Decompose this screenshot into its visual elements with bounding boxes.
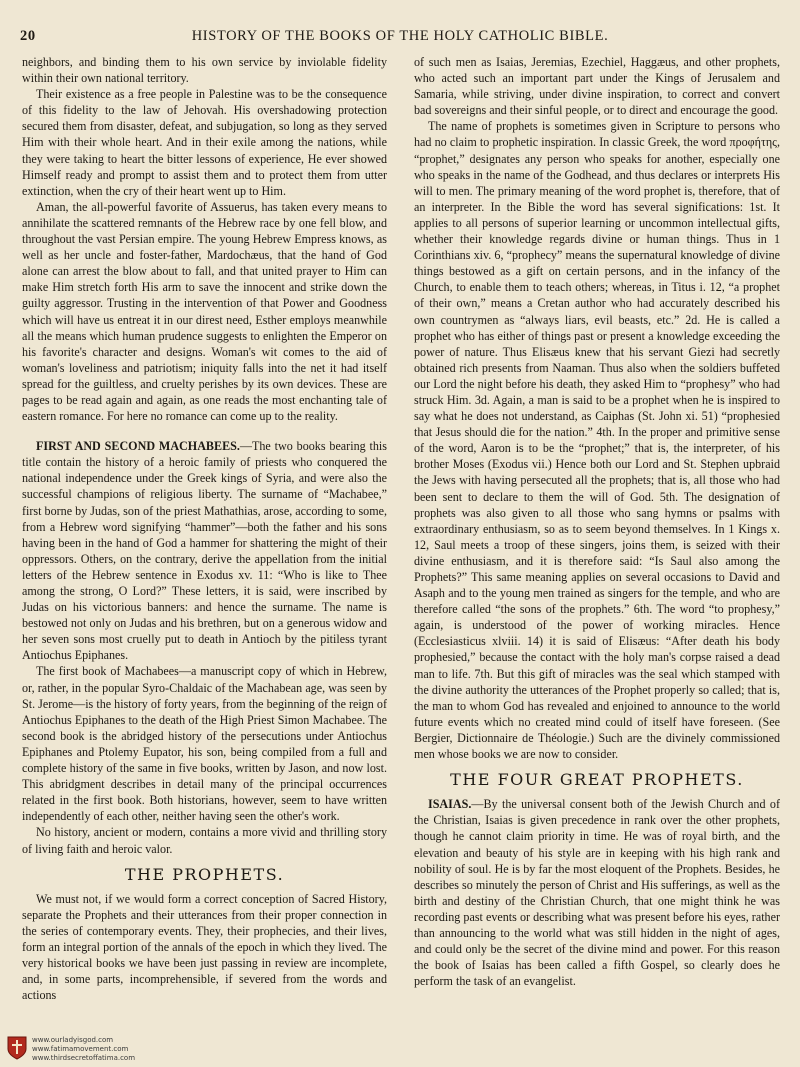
page-header — [20, 28, 780, 48]
page-number: 20 — [20, 28, 36, 44]
heading-the-prophets: THE PROPHETS. — [124, 864, 285, 884]
section-heading-isaias: ISAIAS. — [428, 797, 472, 812]
paragraph: Aman, the all-powerful favorite of Assuerus, has taken every means to annihilate the scattered remnants of the Hebrew race by one fell blow, and throughout the vast Persian empire. The young Hebrew Empress knows, as well as her uncle and foster-father, Mardochæus, that the hand of God alone can arrest the blow about to fall, and that united prayer to Him can make Him stretch forth His arm to save the innocent and strike down the guilty aggressor. Trusting in the intervention of that Power and Goodness which will have us entreat it in our direst need, Esther employs meanwhile all the means which human prudence suggests to enlighten the Emperor on his favorite's character and designs. Woman's wit comes to the aid of woman's loveliness and patriotism; iniquity falls into the net it had itself spread for the guiltless, and cruelty perishes by its own devices. These are pages to be read again and again, as one reads the most enchanting tale of eastern romance. For here no romance can come up to the reality. — [22, 199, 387, 424]
heading-four-great-prophets: THE FOUR GREAT PROPHETS. — [450, 770, 744, 790]
footer-websites — [32, 1036, 135, 1063]
paragraph: No history, ancient or modern, contains a more vivid and thrilling story of living faith and heroic valor. — [22, 825, 387, 856]
paragraph: We must not, if we would form a correct conception of Sacred History, separate the Prophets and their utterances from their proper connection in the series of contemporary events. They, their prophecies, and their lives, form an integral portion of the annals of the epoch in which they lived. The very historical books we have been just passing in review are incomplete, and, in some parts, incomprehensible, if severed from the words and actions — [22, 891, 387, 1003]
paragraph-machabees — [22, 438, 387, 663]
running-title: HISTORY OF THE BOOKS OF THE HOLY CATHOLIC BIBLE. — [191, 28, 609, 44]
left-column — [22, 54, 387, 1014]
footer-link[interactable]: www.thirdsecretoffatima.com — [32, 1054, 136, 1062]
paragraph-text: —By the universal consent both of the Jewish Church and of the Christian, Isaias is given precedence in rank over the other prophets, though he cannot claim priority in time. He was of royal birth, and the elevation and beauty of his style are in keeping with his high rank and nobility of soul. He is by far the most eloquent of the Prophets. Besides, he describes so minutely the person of Christ and His sufferings, as well as the birth and destiny of the Christian Church, that one might think he was recording past events or describing what was present before his eyes, rather than announcing to the world what was still hidden in the night of ages, and could only be the secret of the divine mind and power. For this reason the book of Isaias has been called a fifth Gospel, so clearly does he perform the task of an evangelist. — [414, 797, 780, 989]
right-column — [414, 54, 780, 1014]
section-heading-machabees: FIRST AND SECOND MACHABEES. — [36, 439, 240, 454]
paragraph: of such men as Isaias, Jeremias, Ezechiel, Haggæus, and other prophets, who acted such an important part under the Kings of Jerusalem and Samaria, while striving, under divine inspiration, to correct and convert bad sovereigns and their sinful people, or to direct and encourage the good. — [414, 55, 780, 118]
paragraph: Their existence as a free people in Palestine was to be the consequence of this fidelity to the law of Jehovah. His overshadowing protection secured them from disaster, defeat, and subjugation, so long as they served Him with their whole heart. And in their exile among the nations, while they were taking to heart the bitter lessons of experience, He ever showed Himself ready and prompt to assist them and to protect them from utter extinction, when the cry of their heart went up to Him. — [22, 87, 387, 198]
paragraph-text: —The two books bearing this title contain the history of a heroic family of priests who conquered the national independence under the Greek kings of Syria, and were also the successful champions of religious liberty. The surname of “Machabee,” first borne by Judas, son of the priest Mathathias, arose, according to some, from a Hebrew word signifying “hammer”—both the father and his sons having been in the hand of God a hammer for shattering the might of their oppressors. Others, on the contrary, derive the appellation from the initial letters of the Hebrew sentence in Exodus xv. 11: “Who is like to Thee among the strong, O Lord?” These letters, it is said, were inscribed by Judas on his victorious banners: and hence the surname. The name is bestowed not only on Judas and his brethren, but on a generous widow and her seven sons most cruelly put to death in Antioch by the pitiless tyrant Antiochus Epiphanes. — [22, 439, 387, 663]
crest-icon — [6, 1035, 28, 1061]
paragraph: neighbors, and binding them to his own service by inviolable fidelity within their own national territory. — [22, 55, 387, 86]
paragraph: The name of prophets is sometimes given in Scripture to persons who had no claim to prophetic inspiration. In classic Greek, the word προφήτης, “prophet,” designates any person who speaks for another, especially one who speaks in the name of the Godhead, and thus declares or interprets His will to men. The primary meaning of the word prophet is, therefore, that of an interpreter. In the Bible the word has several significations: 1st. It applies to all persons of superior learning or uncommon intellectual gifts, whether their knowledge regards divine or human things. Thus in 1 Corinthians xiv. 6, “prophecy” means the supernatural knowledge of divine things bestowed as a gift on certain persons, and in the infancy of the Church, to enable them to teach others; whereas, in Titus i. 12, “a prophet of their own,” means a Cretan author who had accurately described his own countrymen as “always liars, evil beasts, etc.” 2d. He is called a prophet who has either of things past or present a knowledge exceeding the power of nature. Thus Elisæus knew that his servant Giezi had secretly obtained rich presents from Naaman. Thus also when the soldiers buffeted our Lord the night before his death, they asked Him to “prophesy” who had struck Him. 3d. Again, a man is said to be a prophet when he is inspired to say what he does not understand, as Caiphas (St. John xi. 51) “prophesied that Jesus should die for the nation.” 4th. In the proper and primitive sense of the word, Aaron is to be the “prophet;” that is, the interpreter, of his brother Moses (Exodus vii.) Hence both our Lord and St. Stephen upbraid the Jews with having persecuted all the prophets; that is, all those who had been sent to declare to them the will of God. 5th. The designation of prophets was also given to all those who sang hymns or psalms with extraordinary enthusiasm, so as to seem beyond themselves. In 1 Kings x. 12, Saul meets a troop of these singers, joins them, is seized with their divine enthusiasm, and it is therefore said: “Is Saul also among the Prophets?” This same meaning applies on several occasions to David and Asaph and to the young men trained as singers for the temple, and who are therefore called “the sons of the prophets.” 6th. The word “to prophesy,” again, is understood of the power of working miracles. Hence (Ecclesiasticus xlviii. 14) it is said of Elisæus: “After death his body prophesied,” because the contact with the holy man's corpse raised a dead man to life. 7th. But this gift of miracles was the seal which stamped with the divine authority the utterances of the Prophet properly so called; that is, the man to whom God has revealed and enjoined to announce to the world future events which no created mind could of itself have foreseen. (See Bergier, Dictionnaire de Théologie.) Such are the divinely commissioned men whose books we are now to consider. — [414, 119, 780, 762]
paragraph-isaias — [414, 796, 780, 989]
paragraph: The first book of Machabees—a manuscript copy of which in Hebrew, or, rather, in the popular Syro-Chaldaic of the Machabean age, was seen by St. Jerome—is the history of forty years, from the beginning of the reign of Antiochus Epiphanes to the death of the High Priest Simon Machabee. The second book is the abridged history of the persecutions under Antiochus Epiphanes and Ptolemy Eupator, his son, being compiled from a full and complete history of the same in five books, written by Jason, and now lost. This abridgment describes in detail many of the principal occurrences related in the first book. Both historians, however, seem to have written independently of each other, neither having seen the other's work. — [22, 664, 387, 824]
footer-link[interactable]: www.ourladyisgod.com — [32, 1036, 114, 1044]
footer-link[interactable]: www.fatimamovement.com — [32, 1045, 129, 1053]
